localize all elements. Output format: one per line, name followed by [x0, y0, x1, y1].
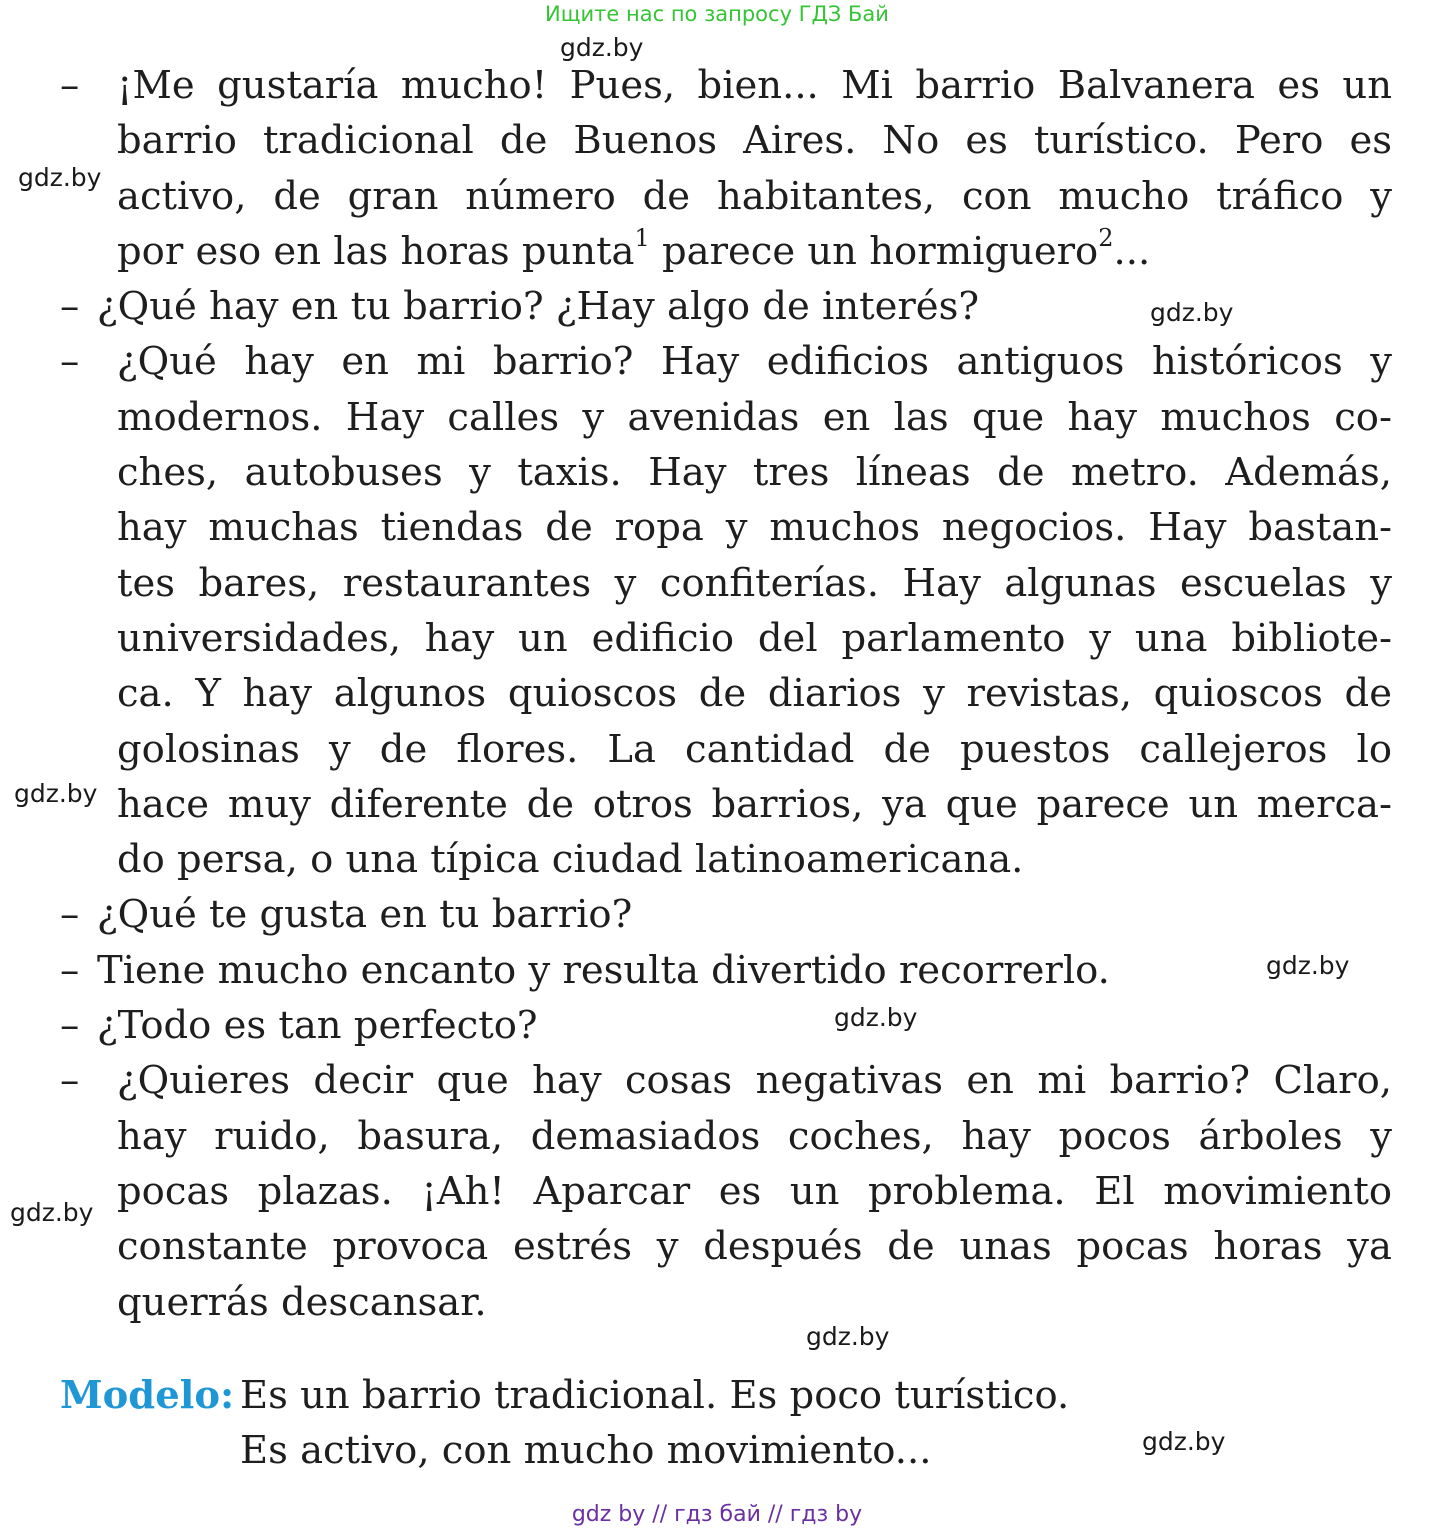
dialogue-line [60, 887, 1392, 942]
dialogue-line: ches, autobuses y taxis. Hay tres líneas de metro. Además, [117, 450, 1392, 496]
dialogue-line: constante provoca estrés y después de unas pocas horas ya [117, 1224, 1392, 1270]
footer-watermark: gdz by // гдз бай // гдз by [571, 1502, 863, 1527]
dialogue-dash: – [60, 339, 80, 385]
footnote-marker: 2 [1098, 224, 1114, 253]
dialogue-text-run: Tiene mucho encanto y resulta divertido recorrerlo. [97, 947, 1110, 993]
dialogue-text-run: ¿Qué hay en tu barrio? ¿Hay algo de interés? [97, 284, 979, 330]
dialogue-line: querrás descansar. [117, 1279, 487, 1325]
dialogue-text-run: por eso en las horas punta [117, 228, 635, 274]
watermark: gdz.by [10, 1198, 94, 1227]
dialogue-line: universidades, hay un edificio del parlamento y una bibliote- [117, 615, 1392, 661]
dialogue-dash: – [60, 1058, 80, 1104]
search-banner: Ищите нас по запросу ГДЗ Бай [545, 2, 889, 26]
dialogue-dash: – [60, 892, 80, 938]
dialogue-line: hace muy diferente de otros barrios, ya que parece un merca- [117, 781, 1392, 827]
watermark: gdz.by [834, 1003, 918, 1032]
dialogue-line: pocas plazas. ¡Ah! Aparcar es un problema. El movimiento [117, 1168, 1392, 1214]
watermark: gdz.by [1150, 298, 1234, 327]
dialogue-dash: – [60, 1003, 80, 1049]
dialogue-text-run: ¡Me gustaría mucho! Pues, bien... Mi barrio Balvanera es un [117, 63, 1392, 108]
watermark: gdz.by [1266, 951, 1350, 980]
dialogue-line [60, 998, 1392, 1053]
watermark: gdz.by [806, 1322, 890, 1351]
dialogue-line: golosinas y de flores. La cantidad de puestos callejeros lo [117, 726, 1392, 772]
dialogue-line: hay muchas tiendas de ropa y muchos negocios. Hay bastan- [117, 505, 1392, 551]
dialogue-text-run: ¿Qué te gusta en tu barrio? [97, 892, 633, 938]
dialogue-line: barrio tradicional de Buenos Aires. No es turístico. Pero es [117, 118, 1392, 164]
dialogue-text-run: ... [1113, 228, 1151, 274]
dialogue-line: tes bares, restaurantes y confiterías. Hay algunas escuelas y [117, 560, 1392, 606]
dialogue-line [60, 334, 1392, 389]
modelo-label: Modelo: [60, 1373, 235, 1418]
watermark: gdz.by [18, 163, 102, 192]
dialogue-text-run: parece un hormiguero [649, 228, 1099, 274]
dialogue-text-run: ¿Qué hay en mi barrio? Hay edificios antiguos históricos y [117, 339, 1392, 385]
dialogue-line: ca. Y hay algunos quioscos de diarios y revistas, quioscos de [117, 671, 1392, 717]
modelo-line: Es activo, con mucho movimiento... [240, 1428, 932, 1473]
modelo-text [240, 1368, 1069, 1478]
dialogue-text-run: ¿Quieres decir que hay cosas negativas en mi barrio? Claro, [117, 1058, 1392, 1104]
dialogue-line [60, 279, 1392, 334]
watermark: gdz.by [560, 33, 644, 62]
modelo-line: Es un barrio tradicional. Es poco turístico. [240, 1373, 1070, 1418]
watermark: gdz.by [14, 779, 98, 808]
dialogue-line: do persa, o una típica ciudad latinoamericana. [117, 837, 1024, 883]
dialogue-dash: – [60, 947, 80, 993]
dialogue-text [60, 58, 1392, 1330]
dialogue-dash: – [60, 284, 80, 330]
footnote-marker: 1 [634, 224, 650, 253]
dialogue-line [60, 943, 1392, 998]
dialogue-text-run: ¿Todo es tan perfecto? [97, 1003, 538, 1049]
dialogue-line [60, 58, 1392, 113]
dialogue-dash: – [60, 63, 80, 108]
watermark: gdz.by [1142, 1427, 1226, 1456]
dialogue-line [60, 1053, 1392, 1108]
dialogue-line: hay ruido, basura, demasiados coches, hay pocos árboles y [117, 1113, 1392, 1159]
dialogue-line: activo, de gran número de habitantes, con mucho tráfico y [117, 173, 1392, 219]
dialogue-line [60, 224, 1392, 279]
dialogue-line: modernos. Hay calles y avenidas en las que hay muchos co- [117, 394, 1392, 440]
